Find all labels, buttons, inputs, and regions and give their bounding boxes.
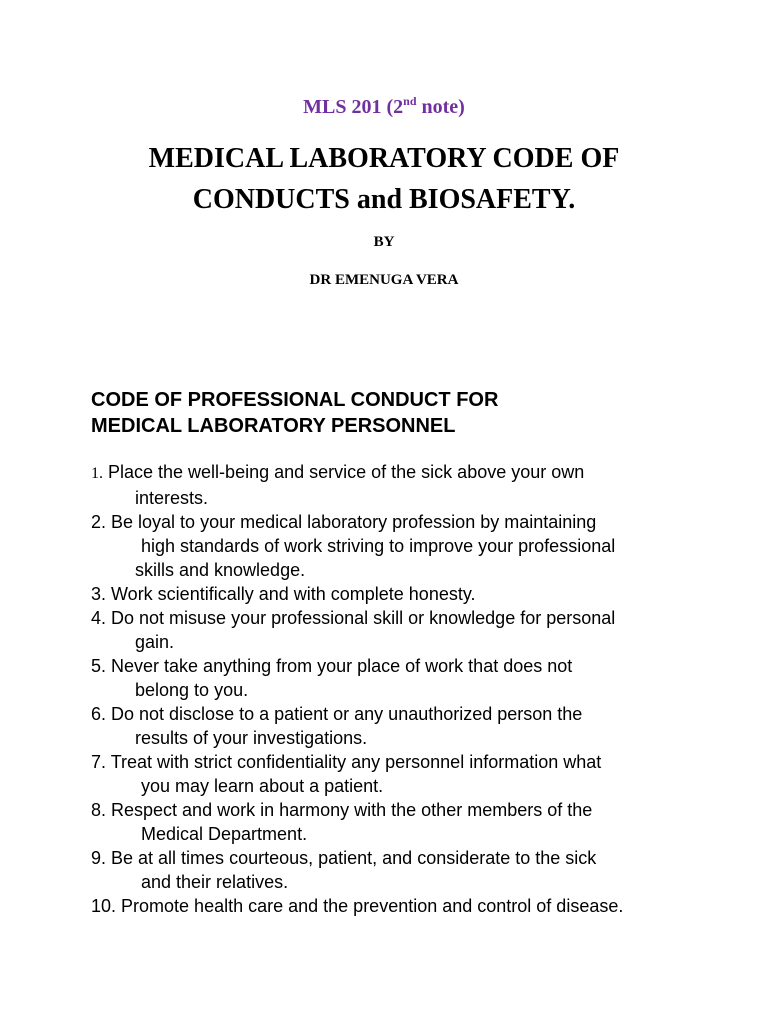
- list-item-number: 10.: [91, 896, 117, 916]
- list-item-text: Place the well-being and service of the sick above your own: [103, 462, 585, 482]
- author-name: DR EMENUGA VERA: [309, 272, 459, 288]
- list-item-continuation: interests.: [135, 488, 209, 508]
- list-item-text: Never take anything from your place of work that does not: [106, 656, 573, 676]
- list-item-continuation: Medical Department.: [141, 824, 308, 844]
- course-code-superscript: nd: [403, 94, 417, 108]
- document-title-line-1: MEDICAL LABORATORY CODE OF: [148, 143, 620, 174]
- list-item-continuation: gain.: [135, 632, 175, 652]
- course-code-end: note): [416, 96, 465, 118]
- list-item-number: 5.: [91, 656, 107, 676]
- list-item-continuation: belong to you.: [135, 680, 249, 700]
- list-item: [91, 702, 731, 750]
- list-item-text: Promote health care and the prevention and control of disease.: [116, 896, 624, 916]
- list-item-number: 9.: [91, 848, 107, 868]
- section-heading-line-2: MEDICAL LABORATORY PERSONNEL: [91, 415, 456, 437]
- list-item-text: Respect and work in harmony with the other members of the: [106, 800, 593, 820]
- list-item: [91, 750, 731, 798]
- list-item: [91, 606, 731, 654]
- list-item-continuation: and their relatives.: [141, 872, 289, 892]
- list-item-text: Be at all times courteous, patient, and considerate to the sick: [106, 848, 597, 868]
- list-item-text: Treat with strict confidentiality any personnel information what: [106, 752, 602, 772]
- list-item-text: Be loyal to your medical laboratory profession by maintaining: [106, 512, 597, 532]
- list-item-number: 6.: [91, 704, 107, 724]
- list-item: [91, 460, 731, 510]
- list-item: [91, 846, 731, 894]
- list-item-number: 8.: [91, 800, 107, 820]
- list-item-continuation: high standards of work striving to improve your professional: [141, 536, 616, 556]
- code-of-conduct-list: [91, 460, 731, 918]
- course-code: [0, 94, 768, 120]
- list-item-number: 1.: [91, 465, 103, 482]
- list-item: [91, 654, 731, 702]
- list-item-continuation: you may learn about a patient.: [141, 776, 384, 796]
- list-item: [91, 894, 731, 918]
- list-item: [91, 798, 731, 846]
- list-item-text: Work scientifically and with complete honesty.: [106, 584, 476, 604]
- list-item-number: 7.: [91, 752, 107, 772]
- list-item-number: 4.: [91, 608, 107, 628]
- list-item-text: Do not disclose to a patient or any unauthorized person the: [106, 704, 583, 724]
- list-item-text: Do not misuse your professional skill or knowledge for personal: [106, 608, 616, 628]
- document-title-line-2: CONDUCTS and BIOSAFETY.: [192, 184, 576, 215]
- list-item-continuation: skills and knowledge.: [135, 560, 306, 580]
- document-title: [0, 138, 768, 220]
- list-item-number: 2.: [91, 512, 107, 532]
- course-code-main: MLS 201 (2: [303, 96, 404, 118]
- list-item: [91, 510, 731, 582]
- section-heading-line-1: CODE OF PROFESSIONAL CONDUCT FOR: [91, 389, 499, 411]
- by-label: BY: [373, 234, 395, 250]
- list-item-continuation: results of your investigations.: [135, 728, 368, 748]
- section-heading: [91, 387, 691, 439]
- list-item-number: 3.: [91, 584, 107, 604]
- list-item: [91, 582, 731, 606]
